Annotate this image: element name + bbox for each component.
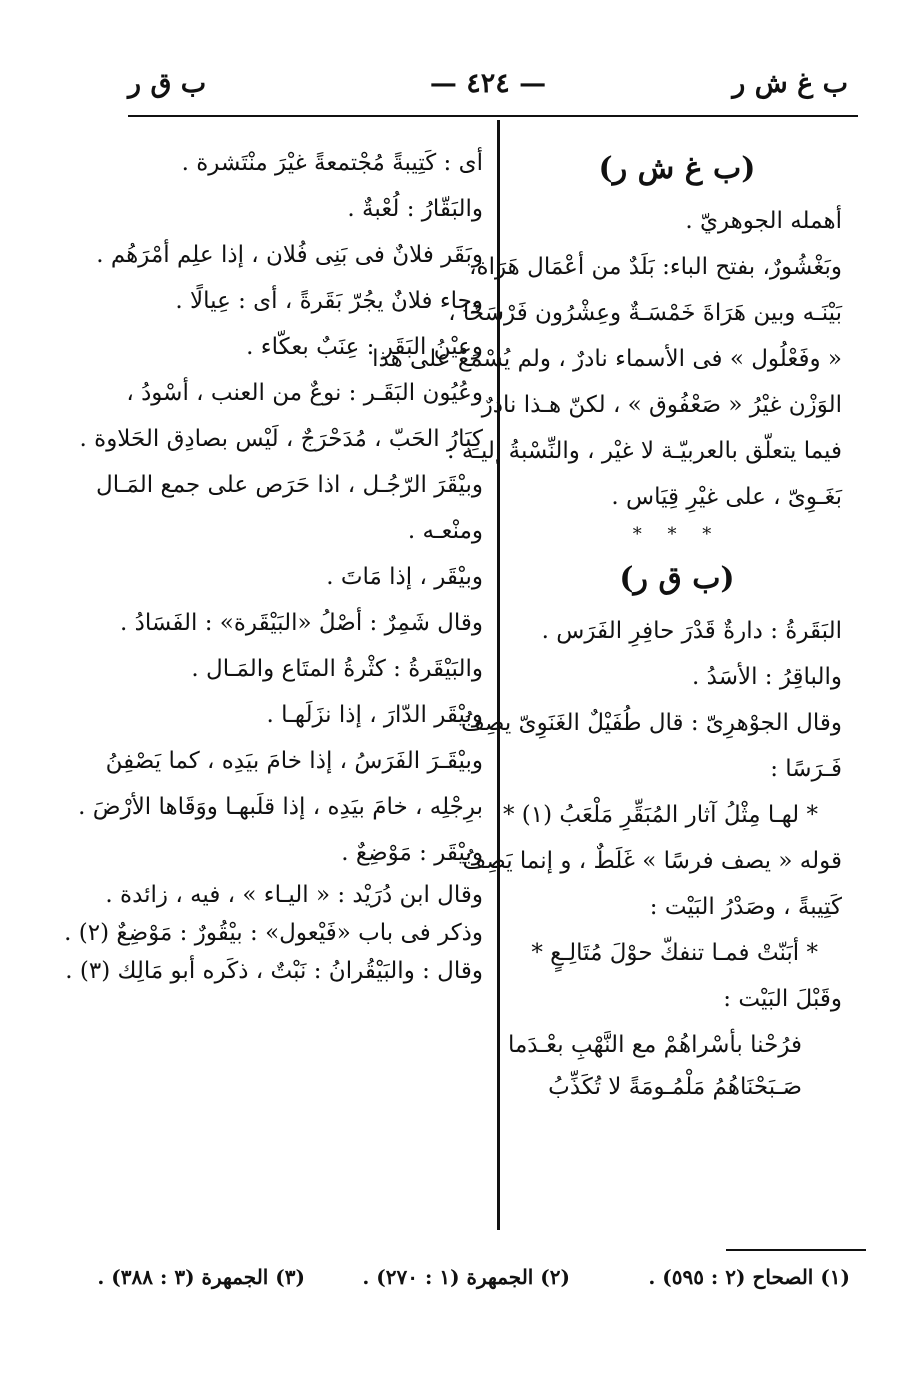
text-line: وقال شَمِرٌ : أصْلُ «البَيْقَرة» : الفَسَادُ . <box>119 610 483 636</box>
footnote-3: (٣) الجمهرة (٣ : ٣٨٨) . <box>97 1265 305 1289</box>
text-line: والبَيْقَرةُ : كثْرةُ المتَاع والمَـال . <box>191 656 483 682</box>
text-line: والباقِرُ : الأسَدُ . <box>692 664 842 690</box>
text-line: وعُيُون البَقَـر : نوعٌ من العنب ، أسْودُ ، <box>126 380 483 406</box>
text-line: « وفَعْلُول » فى الأسماء نادرٌ ، ولم يُسْمَعْ على هذا <box>372 346 842 372</box>
text-line: وقال الجوْهرِىّ : قال طُفَيْلٌ الغَنَوِىّ يصِفُ <box>461 710 842 736</box>
running-head-root-left: ب ق ر <box>128 68 207 99</box>
text-line: بَيْنَـه وبين هَرَاةَ خَمْسَـةٌ وعِشْرُون فَرْسَخًا ، <box>448 300 842 326</box>
text-line: وبيْقَر الدّارَ ، إذا نزَلَهـا . <box>266 702 483 728</box>
text-line: وقال : والبَيْقُرانُ : نَبْتٌ ، ذكَره أبو مَالِك (٣) . <box>65 958 483 984</box>
running-head-root-right: ب غ ش ر <box>732 68 848 99</box>
text-line: برِجْلِه ، خامَ بيَدِه ، إذا قلَبهـا ووَقَاها الأرْضَ . <box>78 794 483 820</box>
text-line: وبيْقَر ، إذا مَاتَ . <box>326 564 483 590</box>
text-line: قوله « يصف فرسًا » غَلَطٌ ، و إنما يَصِفُ <box>462 848 842 874</box>
page-number: — ٤٢٤ — <box>429 68 547 99</box>
footnote-1: (١) الصحاح (٢ : ٥٩٥) . <box>648 1265 850 1289</box>
text-line: كِبَارُ الحَبّ ، مُدَحْرَجٌ ، لَيْس بصادِق الحَلاوة . <box>79 426 483 452</box>
left-column <box>64 140 483 990</box>
text-line: وبَقَر فلانٌ فى بَنِى فُلان ، إذا علِم أمْرَهُم . <box>96 242 483 268</box>
verse-line: فرُحْنا بأسْراهُمْ مع النَّهْبِ بعْـدَما <box>507 1032 802 1058</box>
text-line: وعيْنُ البَقَر : عِنَبٌ بعكّاء . <box>246 334 483 360</box>
text-line: وقال ابن دُرَيْد : « اليـاء » ، فيه ، زائدة . <box>105 882 483 908</box>
text-line: وبيْقَرَ الرّجُـل ، اذا حَرَص على جمع المَـال <box>96 472 483 498</box>
footnote-divider <box>726 1249 866 1251</box>
entry-heading-bghshr: (ب غ ش ر) <box>598 151 756 186</box>
text-line: كَتِيبةً ، وصَدْرُ البَيْت : <box>649 894 842 920</box>
text-line: فَـرَسًا : <box>770 756 842 782</box>
text-line: والبَقّارُ : لُعْبةٌ . <box>347 196 483 222</box>
text-line: البَقَرةُ : دارةٌ قَدْرَ حافِرِ الفَرَس . <box>541 618 842 644</box>
entry-heading-bqr: (ب ق ر) <box>619 561 735 596</box>
text-line: وجاء فلانٌ يجُرّ بَقَرةً ، أى : عِيالًا . <box>175 288 483 314</box>
text-line: وقَبْلَ البَيْت : <box>723 986 842 1012</box>
text-line: الوَزْن غيْرُ « صَعْفُوق » ، لكنّ هـذا نادرٌ <box>481 392 842 418</box>
text-line: وبيْقَر : مَوْضِعٌ . <box>341 840 483 866</box>
text-line: ومنْعـه . <box>407 518 483 544</box>
verse-line: صَـبَحْنَاهُمُ مَلْمُـومَةً لا تُكَذِّبُ <box>548 1074 802 1100</box>
text-line: أى : كَتِيبةً مُجْتمعةً غيْرَ منْتَشرة . <box>181 150 483 176</box>
text-line: بَغَـوِىّ ، على غيْرِ قِيَاس . <box>611 484 842 510</box>
section-separator-stars: * * * <box>632 524 722 545</box>
text-line: وبَغْشُورٌ، بفتح الباء: بَلَدٌ من أعْمَال هَرَاة، <box>469 254 842 280</box>
footnotes <box>97 1265 850 1305</box>
header-divider <box>128 115 858 117</box>
text-line: وبيْقَـرَ الفَرَسُ ، إذا خامَ بيَدِه ، كما يَصْفِنُ <box>105 748 483 774</box>
verse-line: * لهـا مِثْلُ آثار المُبَقِّرِ مَلْعَبُ (١) * <box>502 802 818 828</box>
text-line: فيما يتعلّق بالعربيّـة لا غيْر ، والنِّسْبةُ إليـه : <box>446 438 842 464</box>
text-line: وذكر فى باب «فَيْعول» : بيْقُورٌ : مَوْضِعٌ (٢) . <box>64 920 483 946</box>
verse-line: * أبَنّتْ فمـا تنفكّ حوْلَ مُتَالِـعٍ * <box>531 940 818 966</box>
running-head <box>128 68 848 108</box>
footnote-2: (٢) الجمهرة (١ : ٢٧٠) . <box>362 1265 570 1289</box>
text-line: أهمله الجوهريّ . <box>685 208 842 234</box>
